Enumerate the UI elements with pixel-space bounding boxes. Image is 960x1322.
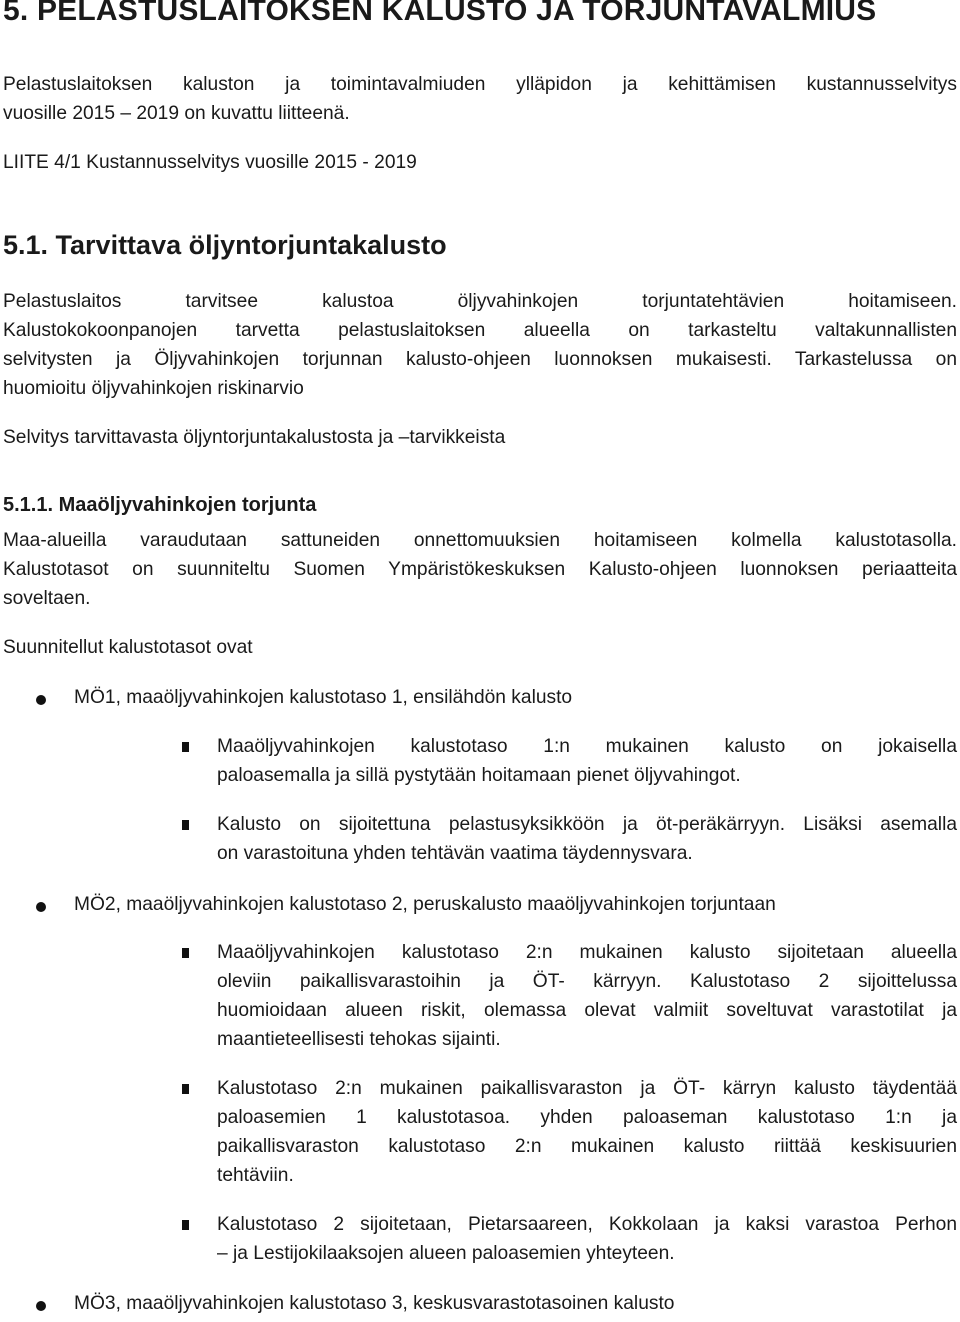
paragraph-line: huomioitu öljyvahinkojen riskinarvio	[3, 378, 304, 399]
subsubsection-title: 5.1.1. Maaöljyvahinkojen torjunta	[3, 494, 317, 516]
level-label: MÖ2, maaöljyvahinkojen kalustotaso 2, peruskalusto maaöljyvahinkojen torjuntaan	[74, 894, 776, 915]
planned-levels-intro: Suunnitellut kalustotasot ovat	[3, 637, 253, 658]
intro-line-2: vuosille 2015 – 2019 on kuvattu liitteenä.	[3, 103, 350, 124]
paragraph-line: selvitysten ja Öljyvahinkojen torjunnan kalusto-ohjeen luonnoksen mukaisesti. Tarkastelussa on	[3, 349, 957, 370]
section-title: 5. PELASTUSLAITOKSEN KALUSTO JA TORJUNTAVALMIUS	[3, 0, 877, 27]
bullet-dot	[36, 695, 46, 705]
paragraph-line: Pelastuslaitos tarvitsee kalustoa öljyvahinkojen torjuntatehtävien hoitamiseen.	[3, 291, 957, 312]
level-label: MÖ3, maaöljyvahinkojen kalustotaso 3, keskusvarastotasoinen kalusto	[74, 1293, 675, 1314]
level-item-line: Kalustotaso 2:n mukainen paikallisvaraston ja ÖT- kärryn kalusto täydentää	[217, 1078, 957, 1099]
level-item-line: Maaöljyvahinkojen kalustotaso 1:n mukainen kalusto on jokaisella	[217, 736, 957, 757]
square-bullet	[182, 820, 189, 830]
survey-reference: Selvitys tarvittavasta öljyntorjuntakalustosta ja –tarvikkeista	[3, 427, 506, 448]
subsection-title: 5.1. Tarvittava öljyntorjuntakalusto	[3, 230, 447, 260]
level-item-line: tehtäviin.	[217, 1165, 294, 1186]
intro-line-1: Pelastuslaitoksen kaluston ja toimintavalmiuden ylläpidon ja kehittämisen kustannusselvitys	[3, 74, 957, 95]
square-bullet	[182, 948, 189, 958]
level-label: MÖ1, maaöljyvahinkojen kalustotaso 1, ensilähdön kalusto	[74, 687, 573, 708]
level-item-line: – ja Lestijokilaaksojen alueen paloasemien yhteyteen.	[217, 1243, 675, 1264]
square-bullet	[182, 742, 189, 752]
paragraph-line: soveltaen.	[3, 588, 91, 609]
level-item-line: paikallisvaraston kalustotaso 2:n mukainen kalusto riittää keskisuurien	[217, 1136, 957, 1157]
bullet-dot	[36, 902, 46, 912]
level-item-line: maantieteellisesti tehokas sijainti.	[217, 1029, 501, 1050]
square-bullet	[182, 1084, 189, 1094]
attachment-reference: LIITE 4/1 Kustannusselvitys vuosille 2015 - 2019	[3, 152, 417, 173]
level-item-line: on varastoituna yhden tehtävän vaatima täydennysvara.	[217, 843, 693, 864]
paragraph-line: Maa-alueilla varaudutaan sattuneiden onnettomuuksien hoitamiseen kolmella kalustotasolla.	[3, 530, 957, 551]
level-item-line: paloasemalla ja sillä pystytään hoitamaan pienet öljyvahingot.	[217, 765, 741, 786]
level-item-line: paloasemien 1 kalustotasoa. yhden paloaseman kalustotaso 1:n ja	[217, 1107, 957, 1128]
level-item-line: Maaöljyvahinkojen kalustotaso 2:n mukainen kalusto sijoitetaan alueella	[217, 942, 957, 963]
level-item-line: oleviin paikallisvarastoihin ja ÖT- kärryyn. Kalustotaso 2 sijoittelussa	[217, 971, 957, 992]
square-bullet	[182, 1220, 189, 1230]
bullet-dot	[36, 1301, 46, 1311]
level-item-line: huomioidaan alueen riskit, olemassa olevat valmiit soveltuvat varastotilat ja	[217, 1000, 957, 1021]
level-item-line: Kalusto on sijoitettuna pelastusyksikköön ja öt-peräkärryyn. Lisäksi asemalla	[217, 814, 957, 835]
paragraph-line: Kalustotasot on suunniteltu Suomen Ympäristökeskuksen Kalusto-ohjeen luonnoksen periaatteita	[3, 559, 957, 580]
paragraph-line: Kalustokokoonpanojen tarvetta pelastuslaitoksen alueella on tarkasteltu valtakunnallisten	[3, 320, 957, 341]
level-item-line: Kalustotaso 2 sijoitetaan, Pietarsaareen, Kokkolaan ja kaksi varastoa Perhon	[217, 1214, 957, 1235]
